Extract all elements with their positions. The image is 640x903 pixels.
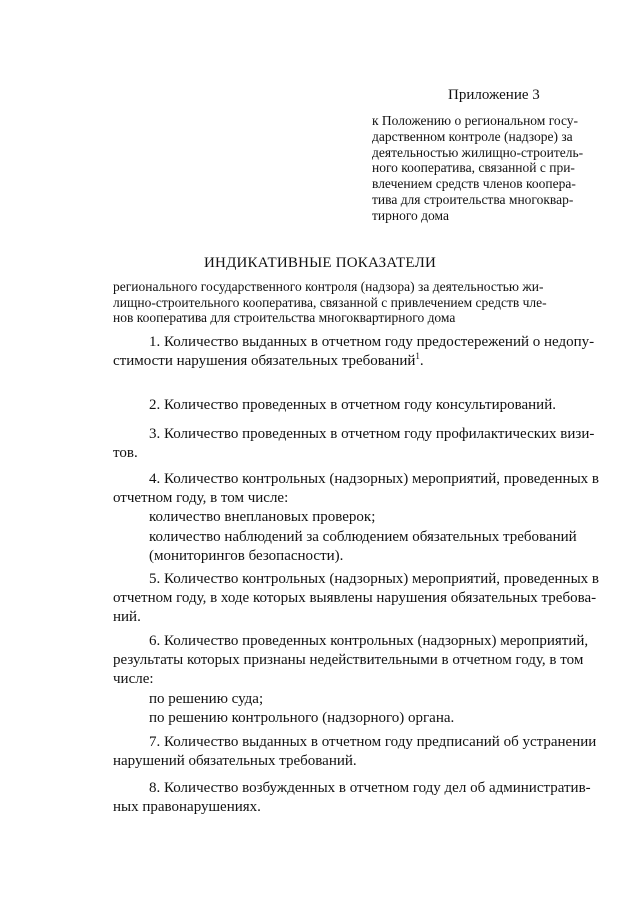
item-subline: (мониторингов безопасности). bbox=[149, 547, 344, 564]
indicator-item-3 bbox=[113, 425, 609, 463]
indicator-item-4 bbox=[113, 470, 609, 566]
item-line: 3. Количество проведенных в отчетном году профилактических визи- bbox=[149, 426, 595, 442]
item-line: нарушений обязательных требований. bbox=[113, 753, 357, 770]
indicator-item-1 bbox=[113, 333, 609, 371]
indicator-item-5 bbox=[113, 570, 609, 628]
indicator-item-8 bbox=[113, 779, 609, 817]
item-subline: по решению контрольного (надзорного) органа. bbox=[149, 709, 455, 726]
appendix-reference bbox=[372, 113, 608, 224]
subtitle-line: нов кооператива для строительства многоквартирного дома bbox=[113, 310, 456, 326]
item-line: тов. bbox=[113, 445, 138, 462]
footnote-marker: 1 bbox=[415, 351, 420, 362]
appendix-ref-line: влечением средств членов коопера- bbox=[372, 176, 576, 192]
item-line: 4. Количество контрольных (надзорных) мероприятий, проведенных в bbox=[149, 471, 599, 487]
indicator-item-2 bbox=[113, 396, 609, 415]
indicator-item-7 bbox=[113, 733, 609, 771]
item-line: 1. Количество выданных в отчетном году предостережений о недопу- bbox=[149, 334, 595, 350]
item-line: результаты которых признаны недействительными в отчетном году, в том bbox=[113, 652, 584, 669]
item-line: ных правонарушениях. bbox=[113, 799, 261, 816]
item-line: ний. bbox=[113, 609, 141, 626]
item-line: 7. Количество выданных в отчетном году предписаний об устранении bbox=[149, 734, 597, 750]
appendix-ref-line: тирного дома bbox=[372, 207, 449, 223]
appendix-ref-line: к Положению о региональном госу- bbox=[372, 113, 579, 128]
appendix-number: Приложение 3 bbox=[448, 87, 540, 103]
item-line: числе: bbox=[113, 671, 154, 688]
item-line: отчетном году, в ходе которых выявлены нарушения обязательных требова- bbox=[113, 590, 597, 607]
indicator-item-6 bbox=[113, 632, 609, 728]
item-subline: количество наблюдений за соблюдением обязательных требований bbox=[149, 528, 577, 545]
document-title: ИНДИКАТИВНЫЕ ПОКАЗАТЕЛИ bbox=[204, 255, 436, 271]
document-subtitle bbox=[113, 279, 609, 326]
subtitle-line: регионального государственного контроля (надзора) за деятельностью жи- bbox=[113, 279, 544, 294]
item-line: отчетном году, в том числе: bbox=[113, 490, 289, 507]
item-line: 5. Количество контрольных (надзорных) мероприятий, проведенных в bbox=[149, 571, 599, 587]
item-line: 8. Количество возбужденных в отчетном году дел об административ- bbox=[149, 780, 591, 796]
item-line: 2. Количество проведенных в отчетном году консультирований. bbox=[149, 397, 556, 413]
appendix-ref-line: деятельностью жилищно-строитель- bbox=[372, 144, 584, 160]
appendix-ref-line: ного кооператива, связанной с при- bbox=[372, 160, 575, 176]
item-subline: по решению суда; bbox=[149, 690, 264, 707]
appendix-ref-line: дарственном контроле (надзоре) за bbox=[372, 128, 573, 144]
item-line: 6. Количество проведенных контрольных (надзорных) мероприятий, bbox=[149, 633, 589, 649]
item-subline: количество внеплановых проверок; bbox=[149, 509, 376, 526]
item-line: стимости нарушения обязательных требований$^1$. bbox=[113, 351, 424, 370]
appendix-ref-line: тива для строительства многоквар- bbox=[372, 191, 574, 207]
subtitle-line: лищно-строительного кооператива, связанной с привлечением средств чле- bbox=[113, 294, 547, 310]
